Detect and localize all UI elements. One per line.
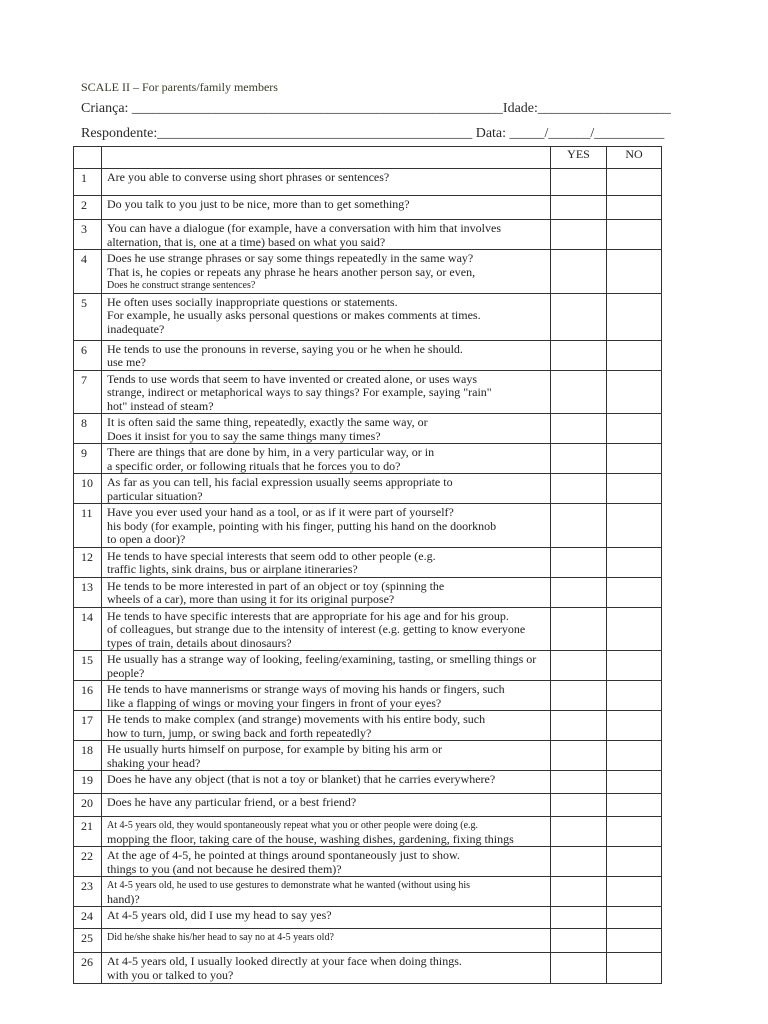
question-number: 6 (74, 340, 102, 370)
yes-answer-cell[interactable] (551, 547, 607, 577)
no-answer-cell[interactable] (607, 953, 662, 984)
no-answer-cell[interactable] (607, 847, 662, 877)
question-text (102, 169, 551, 196)
question-text-line: alternation, that is, one at a time) based on what you said? (107, 234, 386, 249)
question-number: 4 (74, 250, 102, 294)
yes-answer-cell[interactable] (551, 250, 607, 294)
table-row (74, 794, 662, 817)
question-text-line: Tends to use words that seem to have invented or created alone, or uses ways (107, 371, 478, 386)
question-text-line: He tends to use the pronouns in reverse, saying you or he when he should. (107, 341, 463, 356)
table-row (74, 293, 662, 340)
table-header-row (74, 147, 662, 169)
table-row (74, 907, 662, 929)
table-row (74, 250, 662, 294)
yes-answer-cell[interactable] (551, 817, 607, 847)
question-text-line: Are you able to converse using short phrases or sentences? (107, 170, 390, 184)
yes-answer-cell[interactable] (551, 196, 607, 220)
question-text-line: Did he/she shake his/her head to say no at 4-5 years old? (107, 932, 334, 943)
table-row (74, 577, 662, 607)
question-text (102, 771, 551, 794)
table-row (74, 771, 662, 794)
question-number: 13 (74, 577, 102, 607)
question-text (102, 474, 551, 504)
question-text-line: things to you (and not because he desired them)? (107, 861, 342, 876)
question-number: 11 (74, 504, 102, 548)
no-answer-cell[interactable] (607, 340, 662, 370)
question-text (102, 340, 551, 370)
question-text-line: He often uses socially inappropriate questions or statements. (107, 294, 398, 309)
table-row (74, 370, 662, 414)
question-number: 14 (74, 607, 102, 651)
question-text-line: Does it insist for you to say the same things many times? (107, 428, 381, 443)
question-text-line: He tends to have mannerisms or strange ways of moving his hands or fingers, such (107, 682, 505, 696)
table-row (74, 220, 662, 250)
question-text-line: with you or talked to you? (107, 967, 234, 982)
question-number: 15 (74, 651, 102, 681)
question-text (102, 953, 551, 984)
question-text (102, 907, 551, 929)
question-text-line: hot" instead of steam? (107, 398, 214, 413)
question-number: 20 (74, 794, 102, 817)
question-number: 26 (74, 953, 102, 984)
yes-answer-cell[interactable] (551, 340, 607, 370)
question-number: 19 (74, 771, 102, 794)
table-row (74, 340, 662, 370)
no-answer-cell[interactable] (607, 741, 662, 771)
question-text-line: He tends to be more interested in part of an object or toy (spinning the (107, 578, 445, 593)
question-text (102, 681, 551, 711)
no-answer-cell[interactable] (607, 474, 662, 504)
yes-answer-cell[interactable] (551, 607, 607, 651)
no-answer-cell[interactable] (607, 444, 662, 474)
table-row (74, 817, 662, 847)
question-text (102, 370, 551, 414)
question-text-line: At 4-5 years old, he used to use gestures to demonstrate what he wanted (without using his (107, 880, 470, 891)
question-text-line: of colleagues, but strange due to the intensity of interest (e.g. getting to know everyone (107, 622, 526, 636)
question-number: 8 (74, 414, 102, 444)
question-text (102, 607, 551, 651)
table-row (74, 474, 662, 504)
no-answer-cell[interactable] (607, 794, 662, 817)
yes-answer-cell[interactable] (551, 929, 607, 953)
question-text-line: traffic lights, sink drains, bus or airplane itineraries? (107, 562, 358, 576)
question-number: 10 (74, 474, 102, 504)
no-answer-cell[interactable] (607, 370, 662, 414)
no-answer-cell[interactable] (607, 607, 662, 651)
question-text (102, 817, 551, 847)
no-column-header: NO (607, 147, 662, 169)
question-text-line: He tends to make complex (and strange) movements with his entire body, such (107, 712, 486, 726)
questions-body (74, 169, 662, 984)
question-text-line: hand)? (107, 891, 140, 906)
table-row (74, 953, 662, 984)
yes-answer-cell[interactable] (551, 741, 607, 771)
question-text-line: inadequate? (107, 321, 165, 336)
question-text (102, 577, 551, 607)
question-text (102, 877, 551, 907)
question-text-line: Have you ever used your hand as a tool, or as if it were part of yourself? (107, 505, 454, 519)
questionnaire-table (73, 146, 662, 984)
yes-answer-cell[interactable] (551, 220, 607, 250)
question-text-line: Does he have any object (that is not a toy or blanket) that he carries everywhere? (107, 772, 496, 786)
question-text-line: Do you talk to you just to be nice, more than to get something? (107, 197, 410, 211)
table-row (74, 929, 662, 953)
question-text (102, 929, 551, 953)
yes-answer-cell[interactable] (551, 907, 607, 929)
question-text (102, 547, 551, 577)
table-row (74, 414, 662, 444)
question-number: 21 (74, 817, 102, 847)
question-text-line: He tends to have special interests that seem odd to other people (e.g. (107, 548, 436, 563)
question-text (102, 711, 551, 741)
no-answer-cell[interactable] (607, 817, 662, 847)
table-row (74, 741, 662, 771)
yes-answer-cell[interactable] (551, 794, 607, 817)
question-text-line: a specific order, or following rituals that he forces you to do? (107, 458, 401, 473)
yes-answer-cell[interactable] (551, 169, 607, 196)
question-text-line: people? (107, 665, 145, 680)
no-answer-cell[interactable] (607, 293, 662, 340)
no-answer-cell[interactable] (607, 711, 662, 741)
question-number: 7 (74, 370, 102, 414)
table-row (74, 504, 662, 548)
table-row (74, 196, 662, 220)
question-text-line: Does he have any particular friend, or a best friend? (107, 795, 357, 809)
table-row (74, 651, 662, 681)
yes-answer-cell[interactable] (551, 953, 607, 984)
table-row (74, 444, 662, 474)
yes-answer-cell[interactable] (551, 847, 607, 877)
header-number-cell (74, 147, 102, 169)
header-question-cell (102, 147, 551, 169)
yes-answer-cell[interactable] (551, 711, 607, 741)
question-text (102, 293, 551, 340)
no-answer-cell[interactable] (607, 220, 662, 250)
child-age-line[interactable]: Criança: _____________________________________________________Idade:___________________ (81, 101, 671, 116)
no-answer-cell[interactable] (607, 196, 662, 220)
no-answer-cell[interactable] (607, 681, 662, 711)
question-text (102, 220, 551, 250)
question-number: 3 (74, 220, 102, 250)
question-text-line: how to turn, jump, or swing back and forth repeatedly? (107, 725, 372, 740)
question-text (102, 794, 551, 817)
question-text (102, 250, 551, 294)
question-text-line: There are things that are done by him, in a very particular way, or in (107, 445, 435, 459)
question-text (102, 414, 551, 444)
table-row (74, 847, 662, 877)
no-answer-cell[interactable] (607, 250, 662, 294)
question-text-line: Does he construct strange sentences? (107, 280, 256, 291)
question-text-line: particular situation? (107, 488, 203, 503)
question-text-line: strange, indirect or metaphorical ways to say things? For example, saying "rain" (107, 385, 492, 399)
no-answer-cell[interactable] (607, 907, 662, 929)
table-row (74, 681, 662, 711)
question-text-line: He usually hurts himself on purpose, for example by biting his arm or (107, 742, 442, 756)
table-row (74, 711, 662, 741)
yes-answer-cell[interactable] (551, 577, 607, 607)
question-text-line: mopping the floor, taking care of the house, washing dishes, gardening, fixing things (107, 831, 514, 846)
question-text-line: He tends to have specific interests that are appropriate for his age and for his group. (107, 608, 509, 623)
question-text (102, 504, 551, 548)
respondent-date-line[interactable]: Respondente:_____________________________________________ Data: _____/______/__________ (81, 126, 665, 141)
question-number: 9 (74, 444, 102, 474)
question-number: 22 (74, 847, 102, 877)
yes-answer-cell[interactable] (551, 414, 607, 444)
table-row (74, 877, 662, 907)
no-answer-cell[interactable] (607, 651, 662, 681)
yes-answer-cell[interactable] (551, 474, 607, 504)
question-text-line: use me? (107, 355, 146, 369)
question-text-line: like a flapping of wings or moving your fingers in front of your eyes? (107, 695, 442, 710)
question-number: 1 (74, 169, 102, 196)
question-text-line: As far as you can tell, his facial expression usually seems appropriate to (107, 475, 453, 489)
question-text-line: He usually has a strange way of looking, feeling/examining, tasting, or smelling things or (107, 652, 537, 666)
question-number: 2 (74, 196, 102, 220)
question-text (102, 847, 551, 877)
question-text-line: wheels of a car), more than using it for its original purpose? (107, 592, 395, 606)
table-row (74, 169, 662, 196)
question-text-line: his body (for example, pointing with his finger, putting his hand on the doorknob (107, 518, 497, 533)
question-text-line: shaking your head? (107, 755, 201, 770)
no-answer-cell[interactable] (607, 547, 662, 577)
question-text (102, 651, 551, 681)
question-text-line: to open a door)? (107, 532, 186, 546)
question-number: 25 (74, 929, 102, 953)
table-row (74, 607, 662, 651)
no-answer-cell[interactable] (607, 577, 662, 607)
question-number: 17 (74, 711, 102, 741)
question-text-line: For example, he usually asks personal questions or makes comments at times. (107, 308, 481, 322)
yes-answer-cell[interactable] (551, 651, 607, 681)
yes-answer-cell[interactable] (551, 293, 607, 340)
yes-column-header: YES (551, 147, 607, 169)
question-text-line: types of train, details about dinosaurs? (107, 635, 292, 650)
no-answer-cell[interactable] (607, 929, 662, 953)
question-text-line: At 4-5 years old, they would spontaneously repeat what you or other people were doing (e.g. (107, 820, 479, 831)
question-number: 24 (74, 907, 102, 929)
question-text-line: That is, he copies or repeats any phrase he hears another person say, or even, (107, 264, 476, 279)
yes-answer-cell[interactable] (551, 681, 607, 711)
question-number: 23 (74, 877, 102, 907)
question-text-line: At the age of 4-5, he pointed at things around spontaneously just to show. (107, 848, 460, 862)
yes-answer-cell[interactable] (551, 771, 607, 794)
yes-answer-cell[interactable] (551, 504, 607, 548)
no-answer-cell[interactable] (607, 504, 662, 548)
question-number: 18 (74, 741, 102, 771)
no-answer-cell[interactable] (607, 771, 662, 794)
question-text-line: At 4-5 years old, I usually looked directly at your face when doing things. (107, 954, 462, 968)
yes-answer-cell[interactable] (551, 444, 607, 474)
question-number: 5 (74, 293, 102, 340)
question-text (102, 741, 551, 771)
question-number: 16 (74, 681, 102, 711)
question-number: 12 (74, 547, 102, 577)
no-answer-cell[interactable] (607, 169, 662, 196)
no-answer-cell[interactable] (607, 414, 662, 444)
question-text-line: It is often said the same thing, repeatedly, exactly the same way, or (107, 415, 428, 429)
form-title: SCALE II – For parents/family members (81, 80, 278, 94)
question-text-line: Does he use strange phrases or say some things repeatedly in the same way? (107, 251, 474, 265)
table-row (74, 547, 662, 577)
yes-answer-cell[interactable] (551, 370, 607, 414)
no-answer-cell[interactable] (607, 877, 662, 907)
question-text-line: At 4-5 years old, did I use my head to say yes? (107, 908, 332, 922)
question-text (102, 444, 551, 474)
question-text-line: You can have a dialogue (for example, have a conversation with him that involves (107, 221, 502, 235)
question-text (102, 196, 551, 220)
yes-answer-cell[interactable] (551, 877, 607, 907)
